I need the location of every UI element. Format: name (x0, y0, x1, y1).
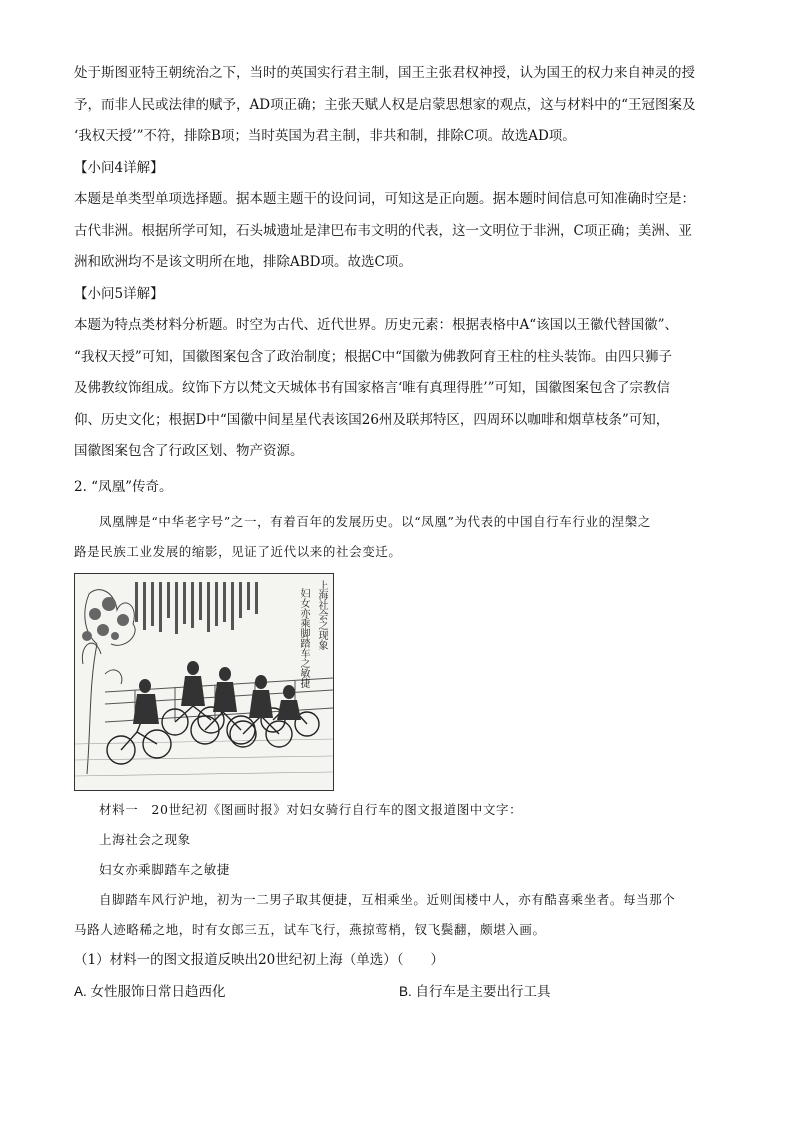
material-text: 自脚踏车风行沪地，初为一二男子取其便捷，互相乘坐。近则闺楼中人，亦有酷喜乘坐者。每当那个 (99, 891, 676, 907)
option-b-label: B. (399, 984, 412, 999)
question-2-intro: 路是民族工业发展的缩影，见证了近代以来的社会变迁。 (74, 543, 402, 559)
question-2-intro: 凤凰牌是“中华老字号”之一，有着百年的发展历史。以“凤凰”为代表的中国自行车行业的涅槃之 (99, 513, 651, 529)
material-label: 材料一 20世纪初《图画时报》对妇女骑行自行车的图文报道图中文字： (99, 801, 523, 817)
answer-line: 予，而非人民或法律的赋予，AD项正确；主张天赋人权是启蒙思想家的观点，这与材料中的“王冠图案及 (74, 96, 696, 113)
q5-line: 及佛教纹饰组成。纹饰下方以梵文天城体书有国家格言‘唯有真理得胜’”可知，国徽图案包含了宗教信 (74, 380, 670, 396)
option-a-label: A. (74, 984, 87, 999)
illustration-text-columns (135, 578, 285, 648)
material-text: 马路人迹略稀之地，时有女郎三五，试车飞行，燕掠莺梢，钗飞鬓翻，颇堪入画。 (74, 921, 546, 937)
q5-header: 【小问5详解】 (74, 285, 164, 302)
q4-line: 古代非洲。根据所学可知，石头城遗址是津巴布韦文明的代表，这一文明位于非洲，C项正确；美洲、亚 (74, 222, 692, 239)
question-2-title: 2. “凤凰”传奇。 (74, 478, 173, 495)
option-a[interactable] (74, 980, 399, 1000)
sub-question-1: （1）材料一的图文报道反映出20世纪初上海（单选）（ ） (74, 951, 445, 968)
figure-caption-subtitle: 妇女亦乘脚踏车之敏捷 (298, 587, 309, 688)
answer-line: ‘我权天授’”不符，排除B项；当时英国为君主制，非共和制，排除C项。故选AD项。 (74, 128, 576, 144)
option-a-text: 女性服饰日常日趋西化 (90, 984, 226, 999)
q5-line: 本题为特点类材料分析题。时空为古代、近代世界。历史元素：根据表格中A“该国以王徽代替国徽”、 (74, 317, 679, 333)
q4-line: 洲和欧洲均不是该文明所在地，排除ABD项。故选C项。 (74, 254, 412, 270)
q5-line: 国徽图案包含了行政区划、物产资源。 (74, 443, 304, 459)
q5-line: 仰、历史文化；根据D中“国徽中间星星代表该国26州及联邦特区，四周环以咖啡和烟草枝条”可知， (74, 411, 670, 428)
document-page (74, 58, 730, 1000)
answer-line: 处于斯图亚特王朝统治之下，当时的英国实行君主制，国王主张君权神授，认为国王的权力来自神灵的授 (74, 65, 695, 81)
q4-line: 本题是单类型单项选择题。据本题主题干的设问词，可知这是正向题。据本题时间信息可知准确时空是： (74, 191, 695, 207)
option-b-text: 自行车是主要出行工具 (415, 984, 551, 999)
answer-options (74, 980, 730, 1000)
option-b[interactable] (399, 980, 724, 1000)
q4-header: 【小问4详解】 (74, 159, 164, 176)
material-title: 上海社会之现象 (99, 831, 191, 847)
material-subtitle: 妇女亦乘脚踏车之敏捷 (99, 861, 231, 877)
figure-caption-title: 上海社会之现象 (316, 579, 327, 650)
q5-line: “我权天授”可知，国徽图案包含了政治制度；根据C中“国徽为佛教阿育王柱的柱头装饰。由四只狮子 (74, 348, 673, 365)
bicycle-illustration (74, 573, 334, 791)
